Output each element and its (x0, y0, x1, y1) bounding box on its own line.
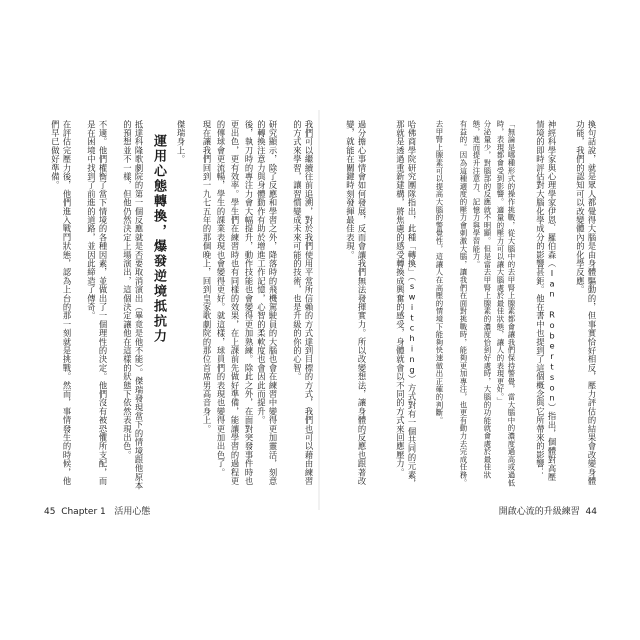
left-paragraph-3: 後，執刀時的專注力會大幅提升，動作技能也會變得更加熟練。除此之外，在面對突發事件時也 (244, 120, 254, 486)
right-paragraph-4: 過分擔心事情會如何發展，反而會讓我們無法發揮實力。所以改變想法，讓身體的反應也跟著改變，就能在關鍵時刻發揮最佳表現。 (345, 120, 367, 486)
right-paragraph-3: 哈佛商學院研究團隊指出，此種「轉換」（switching）方式對有一個共同的元素，那就是透過重新建構，將焦慮的感受轉換成興奮的感受，身體就會以不同的方式來回應壓力。 (395, 120, 417, 488)
right-quote-4: 去甲腎上腺素可以提高大腦的警覺性，這讓人在高壓的情境下能夠快速做出正確的判斷。 (435, 120, 444, 425)
left-running-title: 活用心態 (114, 507, 151, 517)
right-quote-1: 「無論是哪種形式的操作挑戰，從大腦中的去甲腎上腺素都會讓我們保持警覺，當大腦中的濃度過高或過低時，表現都會受到影響。適量的壓力可以讓大腦處於最佳狀態，讓人的表現更好。」 (496, 120, 516, 487)
left-paragraph-4: 更出色，更有效率。學生們在練習時也有同樣的效果，在上課前先做好準備，能讓學習的過程更 (230, 120, 240, 486)
right-quote-2: 分泌量少，對腦部的反應就不明顯。但是當去甲腎上腺素的濃度恰到好處時，大腦的功能就會處於最佳狀態，進而提升注意力、記憶力與學習能力。 (472, 120, 492, 479)
right-quote-3: 有益的。因為這種適度的壓力會刺激大腦，讓我們在面對挑戰時，能夠更加專注，也更有動力去完成任務。 (459, 120, 468, 487)
section-heading: 運用心態轉換，爆發逆境抵抗力 (151, 134, 166, 344)
left-page (44, 120, 314, 490)
right-page (327, 120, 597, 490)
left-paragraph-5: 的傳球會更流暢，學生的課業表現也會變得更好。就這樣，球員們的表現也變得更加出色了。 (216, 120, 226, 477)
left-paragraph-2: 研究顯示，除了反應和學習之外，降落時的飛機駕駛員的大腦也會在練習中變得更加靈活，刻意的轉換注意力與身體動作有助於增進工作記憶，心智的柔軟度也會因此而提升。 (256, 120, 278, 486)
gutter-divider (318, 110, 320, 510)
left-paragraph-9: 不適。他們權衡了當下情境的各種因素，並做出了一個理性的決定。他們沒有被恐懼所支配，而是在困境中找到了前進的道路，並因此締造了傳奇。 (86, 120, 108, 486)
right-running-title: 開啟心流的升級練習 (498, 507, 580, 517)
left-paragraph-6: 現在讓我們回到一九七五年的那個晚上，回到皇家歌劇院的那位首席男高音身上。 (202, 120, 212, 434)
left-chapter-label: Chapter 1 (61, 507, 106, 517)
left-paragraph-1: 我們可以繼續往前追溯，對於我們使用平常所信賴的方式達到目標的方式，我們也可以藉由練習的方式來學習，讓習慣變成未來可能的技術，也是升級的你的心智。 (292, 120, 314, 486)
left-page-number: 45 (44, 507, 56, 517)
left-paragraph-8: 抵達科隆歌劇院的第一個反應就是否要取消演出（畢竟是他不能）。傑瑞發現當下的情境跟他原本的預想並不一樣，但他仍然決定上場演出，這個決定讓他在這樣的狀態下依然表現出色。 (122, 120, 144, 490)
right-folio (499, 504, 597, 517)
left-folio (44, 504, 150, 517)
right-paragraph-1: 換句話說，就是眾人都覺得大腦是由身體驅動的，但事實恰好相反，壓力評估的結果會改變身體功能，我們的認知可以改變體內的化學反應。 (575, 120, 597, 486)
left-paragraph-7: 傑瑞身上。 (176, 120, 186, 164)
right-page-number: 44 (585, 507, 597, 517)
left-paragraph-10: 在評估完壓力後，他們進入戰鬥狀態，認為上台的那一刻就是挑戰。然而，事情發生的時候，他們早已做好準備。 (50, 120, 72, 486)
right-paragraph-2: 神經科學家與心理學家伊恩．羅伯森（Ian Robertson）指出，個體對高壓情境的即時評估對大腦化學成分的影響甚鉅。他在書中也提到了這個概念與它所帶來的影響： (535, 120, 557, 482)
